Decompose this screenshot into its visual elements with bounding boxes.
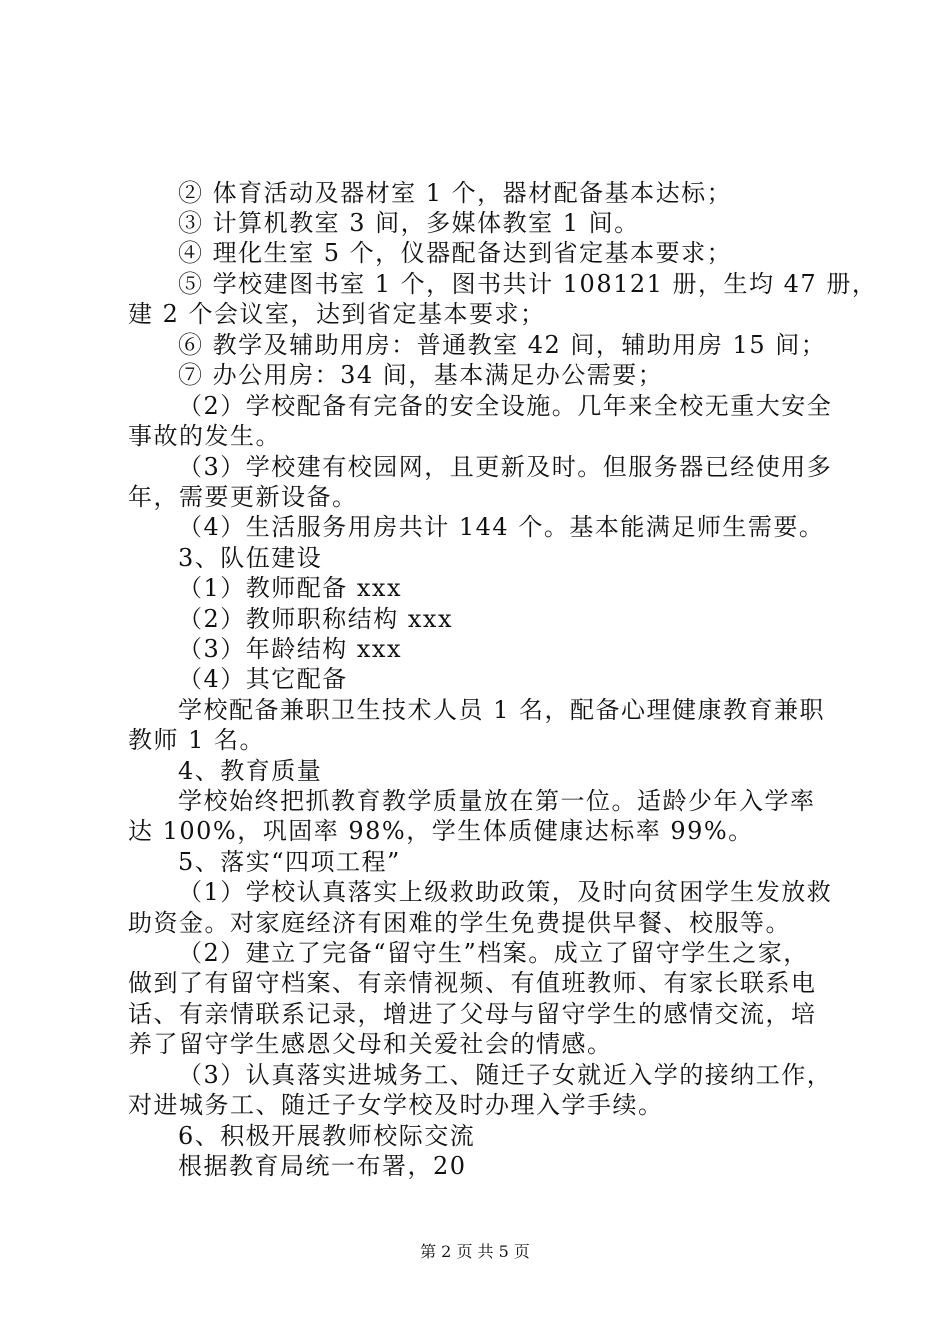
text-line: （2）建立了完备“留守生”档案。成立了留守学生之家， bbox=[178, 939, 809, 967]
text-line: 对进城务工、随迁子女学校及时办理入学手续。 bbox=[128, 1091, 664, 1119]
text-line: 教师 1 名。 bbox=[128, 726, 266, 754]
text-line: 学校配备兼职卫生技术人员 1 名，配备心理健康教育兼职 bbox=[178, 696, 826, 724]
text-line: （4）生活服务用房共计 144 个。基本能满足师生需要。 bbox=[178, 513, 825, 541]
text-line: （3）年龄结构 xxx bbox=[178, 635, 403, 663]
text-line: （2）教师职称结构 xxx bbox=[178, 605, 454, 633]
text-line: 达 100%，巩固率 98%，学生体质健康达标率 99%。 bbox=[128, 817, 754, 845]
text-line: 话、有亲情联系记录，增进了父母与留守学生的感情交流，培 bbox=[128, 1000, 817, 1028]
text-line: ⑦ 办公用房：34 间，基本满足办公需要； bbox=[178, 361, 664, 389]
section-heading: 5、落实“四项工程” bbox=[178, 848, 401, 876]
page-footer: 第 2 页 共 5 页 bbox=[420, 1242, 530, 1261]
text-line: 养了留守学生感恩父母和关爱社会的情感。 bbox=[128, 1030, 613, 1058]
text-line: （1）学校认真落实上级救助政策，及时向贫困学生发放救 bbox=[178, 878, 833, 906]
text-line: 根据教育局统一布署，20 bbox=[178, 1152, 467, 1180]
section-heading: 4、教育质量 bbox=[178, 757, 323, 785]
text-line: （3）认真落实进城务工、随迁子女就近入学的接纳工作， bbox=[178, 1061, 833, 1089]
text-line: ④ 理化生室 5 个，仪器配备达到省定基本要求； bbox=[178, 239, 733, 267]
text-line: ③ 计算机教室 3 间，多媒体教室 1 间。 bbox=[178, 209, 640, 237]
text-line: （3）学校建有校园网，且更新及时。但服务器已经使用多 bbox=[178, 453, 833, 481]
section-heading: 6、积极开展教师校际交流 bbox=[178, 1122, 476, 1150]
text-line: 年，需要更新设备。 bbox=[128, 483, 358, 511]
text-line: ② 体育活动及器材室 1 个，器材配备基本达标； bbox=[178, 179, 733, 207]
text-line: （1）教师配备 xxx bbox=[178, 574, 403, 602]
text-line: （2）学校配备有完备的安全设施。几年来全校无重大安全 bbox=[178, 392, 833, 420]
text-line: 建 2 个会议室，达到省定基本要求； bbox=[128, 300, 546, 328]
text-line: 事故的发生。 bbox=[128, 422, 281, 450]
text-line: （4）其它配备 bbox=[178, 665, 348, 693]
text-line: 做到了有留守档案、有亲情视频、有值班教师、有家长联系电 bbox=[128, 969, 817, 997]
text-line: ⑤ 学校建图书室 1 个，图书共计 108121 册，生均 47 册， bbox=[178, 270, 878, 298]
section-heading: 3、队伍建设 bbox=[178, 544, 323, 572]
text-line: 助资金。对家庭经济有困难的学生免费提供早餐、校服等。 bbox=[128, 909, 791, 937]
text-line: ⑥ 教学及辅助用房：普通教室 42 间，辅助用房 15 间； bbox=[178, 331, 827, 359]
text-line: 学校始终把抓教育教学质量放在第一位。适龄少年入学率 bbox=[178, 787, 816, 815]
